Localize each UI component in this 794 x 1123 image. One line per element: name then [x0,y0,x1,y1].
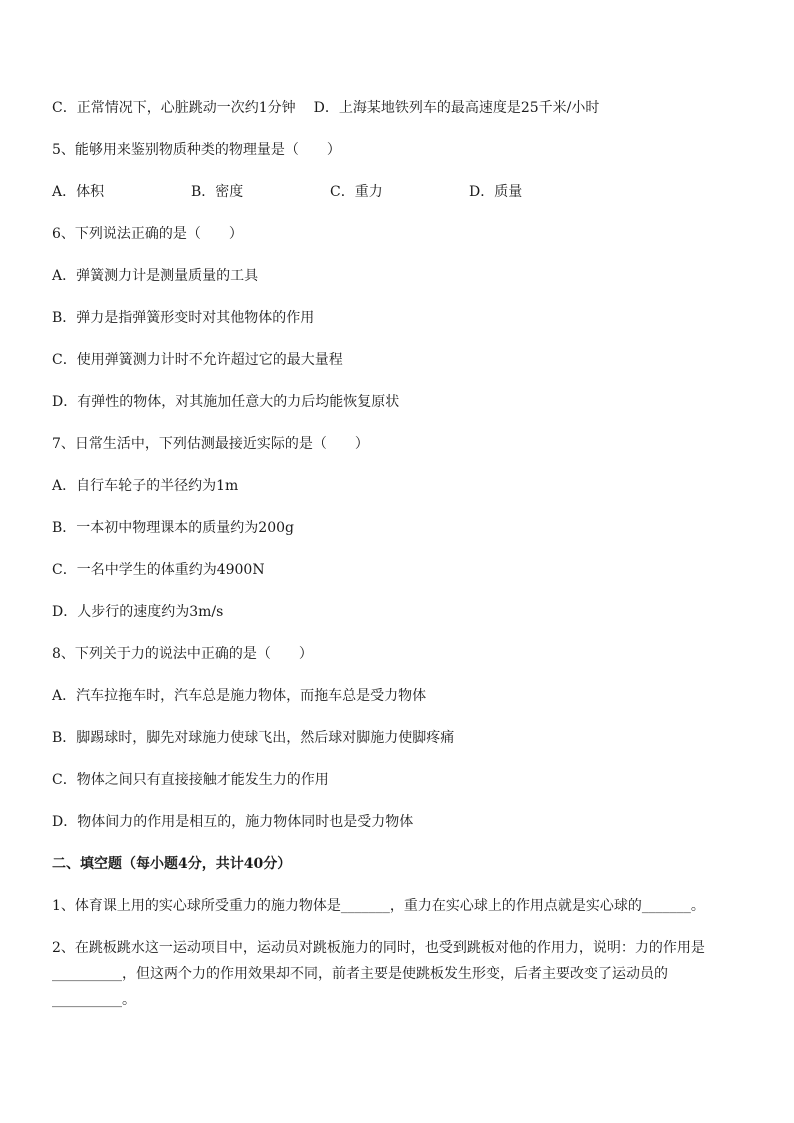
q5-options [52,182,522,202]
q5-option-a: A．体积 [52,184,105,200]
q5-option-b: B．密度 [191,184,244,200]
q7-option-c: C．一名中学生的体重约为4900N [52,562,265,578]
q5-stem: 5、能够用来鉴别物质种类的物理量是（ ） [52,142,341,158]
q4-option-c: C．正常情况下，心脏跳动一次约1分钟 [52,100,296,116]
q5-option-d: D．质量 [469,184,523,200]
q4-options-cd [52,98,599,118]
q5-option-c: C．重力 [330,184,383,200]
q8-option-c: C．物体之间只有直接接触才能发生力的作用 [52,772,329,788]
q7-option-b: B．一本初中物理课本的质量约为200g [52,520,294,536]
q8-stem: 8、下列关于力的说法中正确的是（ ） [52,646,313,662]
q6-stem: 6、下列说法正确的是（ ） [52,226,243,242]
q7-option-d: D．人步行的速度约为3m/s [52,604,224,620]
q7-option-a: A．自行车轮子的半径约为1m [52,478,239,494]
q7-stem: 7、日常生活中，下列估测最接近实际的是（ ） [52,436,369,452]
fill-question-2-line-2: __________，但这两个力的作用效果却不同，前者主要是使跳板发生形变，后者主要改变了运动员的 [52,966,668,982]
q8-option-a: A．汽车拉拖车时，汽车总是施力物体，而拖车总是受力物体 [52,688,427,704]
fill-question-2-line-3: __________。 [52,992,136,1008]
q6-option-b: B．弹力是指弹簧形变时对其他物体的作用 [52,310,315,326]
q6-option-d: D．有弹性的物体，对其施加任意大的力后均能恢复原状 [52,394,400,410]
q6-option-a: A．弹簧测力计是测量质量的工具 [52,268,259,284]
q8-option-d: D．物体间力的作用是相互的，施力物体同时也是受力物体 [52,814,414,830]
q8-option-b: B．脚踢球时，脚先对球施力使球飞出，然后球对脚施力使脚疼痛 [52,730,455,746]
fill-question-1: 1、体育课上用的实心球所受重力的施力物体是_______，重力在实心球上的作用点就是实心球的_______。 [52,898,705,914]
fill-question-2-line-1: 2、在跳板跳水这一运动项目中，运动员对跳板施力的同时，也受到跳板对他的作用力，说明：力的作用是 [52,940,705,956]
q4-option-d: D．上海某地铁列车的最高速度是25千米/小时 [313,100,600,116]
q6-option-c: C．使用弹簧测力计时不允许超过它的最大量程 [52,352,343,368]
section-heading-fill-in: 二、填空题（每小题4分，共计40分） [52,856,292,872]
